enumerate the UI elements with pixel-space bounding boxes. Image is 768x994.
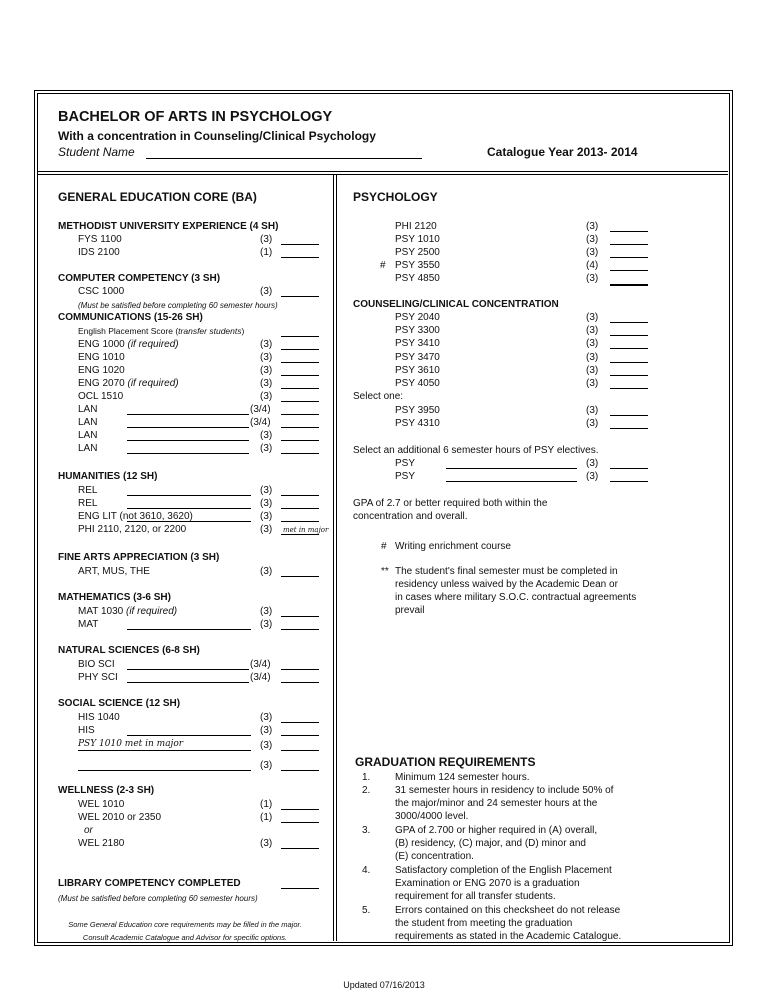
course-blank[interactable] <box>127 414 249 415</box>
final-note-line: The student's final semester must be completed in <box>395 566 618 577</box>
social-title: SOCIAL SCIENCE (12 SH) <box>58 698 181 709</box>
grade-blank[interactable] <box>281 669 319 670</box>
final-mark: ** <box>381 566 389 577</box>
course-blank[interactable] <box>78 750 251 751</box>
placement-label: English Placement Score (transfer students) <box>78 326 245 336</box>
grade-blank[interactable] <box>281 257 319 258</box>
course-blank[interactable] <box>127 682 249 683</box>
grade-blank[interactable] <box>281 427 319 428</box>
library-note: (Must be satisfied before completing 60 semester hours) <box>58 894 258 903</box>
final-note-line: prevail <box>395 605 425 616</box>
course-name: WEL 1010 <box>78 799 125 810</box>
grad-item-line: requirements as stated in the Academic Catalogue. <box>395 931 622 942</box>
grade-blank[interactable] <box>610 481 648 482</box>
course-name: OCL 1510 <box>78 391 124 402</box>
communications-title: COMMUNICATIONS (15-26 SH) <box>58 312 203 323</box>
course-name: PSY 3470 <box>395 352 440 363</box>
course-hours: (3) <box>586 458 599 469</box>
course-hours: (3/4) <box>250 659 271 670</box>
course-name: CSC 1000 <box>78 286 125 297</box>
grade-blank[interactable] <box>610 244 648 245</box>
course-hours: (3) <box>260 606 273 617</box>
course-name: PSY 3410 <box>395 338 440 349</box>
course-name: ART, MUS, THE <box>78 566 150 577</box>
gen-ed-footnote-2: Consult Academic Catalogue and Advisor for specific options. <box>82 933 288 942</box>
course-name: IDS 2100 <box>78 247 120 258</box>
grade-blank[interactable] <box>281 414 319 415</box>
grade-blank[interactable] <box>281 495 319 496</box>
writing-mark: # <box>380 260 386 271</box>
grade-blank[interactable] <box>281 336 319 337</box>
course-blank[interactable] <box>127 508 251 509</box>
course-hours: (3) <box>260 524 273 535</box>
updated-date: Updated 07/16/2013 <box>343 980 425 990</box>
header-divider <box>37 171 728 172</box>
wellness-title: WELLNESS (2-3 SH) <box>58 785 155 796</box>
course-hours: (3) <box>260 443 273 454</box>
gen-ed-heading: GENERAL EDUCATION CORE (BA) <box>58 190 257 204</box>
page-subtitle: With a concentration in Counseling/Clinical Psychology <box>58 129 376 143</box>
grad-item-num: 5. <box>362 905 371 916</box>
course-name: PSY 3550 <box>395 260 440 271</box>
grad-item-line: the major/minor and 24 semester hours at the <box>395 798 598 809</box>
course-name: PHY SCI <box>78 672 118 683</box>
grade-blank[interactable] <box>281 629 319 630</box>
course-hours: (1) <box>260 247 273 258</box>
student-name-label: Student Name <box>58 145 135 159</box>
psychology-heading: PSYCHOLOGY <box>353 190 438 204</box>
handwritten-note: PSY 1010 met in major <box>78 739 184 749</box>
course-hours: (3/4) <box>250 672 271 683</box>
or-label: or <box>84 825 93 836</box>
catalogue-year: Catalogue Year 2013- 2014 <box>487 145 638 159</box>
course-name: MAT <box>78 619 99 630</box>
grade-blank[interactable] <box>281 888 319 889</box>
course-blank[interactable] <box>127 440 249 441</box>
course-name: PSY 4850 <box>395 273 440 284</box>
grade-blank[interactable] <box>281 296 319 297</box>
student-name-field[interactable] <box>146 158 422 159</box>
column-divider-2 <box>336 174 337 941</box>
course-hours: (3) <box>260 430 273 441</box>
grade-blank[interactable] <box>610 415 648 416</box>
grad-item-num: 2. <box>362 785 371 796</box>
course-blank[interactable] <box>127 427 249 428</box>
course-name: HIS 1040 <box>78 712 120 723</box>
gen-ed-footnote-1: Some General Education core requirements may be filled in the major. <box>68 920 302 929</box>
course-name: PSY 2040 <box>395 312 440 323</box>
grad-item-line: 3000/4000 level. <box>395 811 469 822</box>
handwritten-note: met in major <box>283 526 329 534</box>
course-hours: (3) <box>260 740 273 751</box>
course-hours: (3) <box>260 760 273 771</box>
electives-label: Select an additional 6 semester hours of PSY electives. <box>353 445 599 456</box>
course-hours: (3) <box>260 566 273 577</box>
grade-blank[interactable] <box>281 388 319 389</box>
grad-item-line: Minimum 124 semester hours. <box>395 772 530 783</box>
course-blank[interactable] <box>127 495 251 496</box>
writing-note: Writing enrichment course <box>395 541 511 552</box>
grade-blank[interactable] <box>610 270 648 271</box>
humanities-title: HUMANITIES (12 SH) <box>58 471 158 482</box>
grade-blank[interactable] <box>281 722 319 723</box>
course-name: FYS 1100 <box>78 234 122 245</box>
course-name: PSY 1010 <box>395 234 440 245</box>
grade-blank[interactable] <box>281 576 319 577</box>
course-hours: (3) <box>260 365 273 376</box>
concentration-title: COUNSELING/CLINICAL CONCENTRATION <box>353 299 559 310</box>
natural-title: NATURAL SCIENCES (6-8 SH) <box>58 645 200 656</box>
course-name: LAN <box>78 430 98 441</box>
header-divider-2 <box>37 174 728 175</box>
course-name: MAT 1030 (if required) <box>78 606 178 617</box>
grade-blank[interactable] <box>281 682 319 683</box>
course-hours: (3) <box>586 365 599 376</box>
grad-item-line: Examination or ENG 2070 is a graduation <box>395 878 580 889</box>
course-name: PHI 2110, 2120, or 2200 <box>78 524 187 535</box>
course-name: LAN <box>78 404 98 415</box>
course-hours: (3) <box>586 234 599 245</box>
grade-blank[interactable] <box>610 257 648 258</box>
grad-item-line: 31 semester hours in residency to include 50% of <box>395 785 614 796</box>
grade-blank[interactable] <box>610 362 648 363</box>
course-hours: (3) <box>586 471 599 482</box>
grade-blank[interactable] <box>610 348 648 349</box>
course-hours: (1) <box>260 799 273 810</box>
course-name: PSY 4310 <box>395 418 440 429</box>
course-hours: (3) <box>260 838 273 849</box>
grad-item-line: Satisfactory completion of the English Placement <box>395 865 612 876</box>
grad-item-line: (B) residency, (C) major, and (D) minor and <box>395 838 586 849</box>
course-blank[interactable] <box>127 735 251 736</box>
final-note-line: in cases where military S.O.C. contractual agreements <box>395 592 637 603</box>
course-name: PSY 3610 <box>395 365 440 376</box>
course-hours: (3) <box>586 378 599 389</box>
course-name: WEL 2010 or 2350 <box>78 812 162 823</box>
grade-blank[interactable] <box>281 770 319 771</box>
course-hours: (3) <box>260 619 273 630</box>
grad-item-num: 4. <box>362 865 371 876</box>
course-hours: (3/4) <box>250 417 271 428</box>
course-hours: (3) <box>260 712 273 723</box>
grad-item-num: 3. <box>362 825 371 836</box>
computer-note: (Must be satisfied before completing 60 semester hours) <box>78 301 278 310</box>
course-name: ENG 1010 <box>78 352 125 363</box>
course-hours: (3) <box>586 352 599 363</box>
grade-blank[interactable] <box>610 284 648 286</box>
grade-blank[interactable] <box>281 440 319 441</box>
page-title: BACHELOR OF ARTS IN PSYCHOLOGY <box>58 109 333 125</box>
grade-blank[interactable] <box>610 335 648 336</box>
grade-blank[interactable] <box>610 375 648 376</box>
grade-blank[interactable] <box>281 362 319 363</box>
course-hours: (3) <box>260 391 273 402</box>
grade-blank[interactable] <box>281 401 319 402</box>
grad-item-line: requirement for all transfer students. <box>395 891 556 902</box>
course-blank[interactable] <box>127 453 249 454</box>
writing-mark: # <box>381 541 387 552</box>
course-blank[interactable] <box>446 468 577 469</box>
course-hours: (3/4) <box>250 404 271 415</box>
grade-blank[interactable] <box>610 388 648 389</box>
grade-blank[interactable] <box>281 244 319 245</box>
math-title: MATHEMATICS (3-6 SH) <box>58 592 171 603</box>
grade-blank[interactable] <box>610 428 648 429</box>
course-hours: (3) <box>260 725 273 736</box>
course-name: BIO SCI <box>78 659 115 670</box>
grade-blank[interactable] <box>281 521 319 522</box>
course-hours: (3) <box>260 234 273 245</box>
course-hours: (3) <box>586 247 599 258</box>
library-title: LIBRARY COMPETENCY COMPLETED <box>58 878 241 889</box>
course-name: PSY <box>395 458 416 469</box>
computer-title: COMPUTER COMPETENCY (3 SH) <box>58 273 221 284</box>
course-blank[interactable] <box>127 629 251 630</box>
grade-blank[interactable] <box>281 822 319 823</box>
course-blank[interactable] <box>446 481 577 482</box>
course-hours: (3) <box>586 338 599 349</box>
grad-item-line: the student from meeting the graduation <box>395 918 573 929</box>
course-name: HIS <box>78 725 95 736</box>
course-name: REL <box>78 498 98 509</box>
course-name: PSY <box>395 471 416 482</box>
course-hours: (3) <box>586 221 599 232</box>
grad-item-line: GPA of 2.700 or higher required in (A) overall, <box>395 825 598 836</box>
course-hours: (3) <box>260 511 273 522</box>
gpa-note: GPA of 2.7 or better required both within the <box>353 498 548 509</box>
course-hours: (3) <box>586 273 599 284</box>
course-hours: (3) <box>260 498 273 509</box>
select-one-label: Select one: <box>353 391 404 402</box>
course-name: REL <box>78 485 98 496</box>
course-name: ENG 2070 (if required) <box>78 378 179 389</box>
course-hours: (3) <box>260 286 273 297</box>
course-hours: (1) <box>260 812 273 823</box>
course-name: ENG LIT (not 3610, 3620) <box>78 511 193 522</box>
course-hours: (3) <box>260 339 273 350</box>
grade-blank[interactable] <box>281 809 319 810</box>
grade-blank[interactable] <box>610 322 648 323</box>
course-name: PSY 3300 <box>395 325 440 336</box>
course-name: WEL 2180 <box>78 838 125 849</box>
grade-blank[interactable] <box>281 848 319 849</box>
course-hours: (3) <box>586 418 599 429</box>
grade-blank[interactable] <box>610 468 648 469</box>
course-hours: (3) <box>260 378 273 389</box>
fine-arts-title: FINE ARTS APPRECIATION (3 SH) <box>58 552 220 563</box>
course-hours: (3) <box>586 312 599 323</box>
course-hours: (3) <box>260 485 273 496</box>
course-name: ENG 1000 (if required) <box>78 339 179 350</box>
course-hours: (3) <box>586 405 599 416</box>
course-blank[interactable] <box>127 521 251 522</box>
gpa-note: concentration and overall. <box>353 511 468 522</box>
grade-blank[interactable] <box>610 231 648 232</box>
grade-blank[interactable] <box>281 750 319 751</box>
grade-blank[interactable] <box>281 735 319 736</box>
course-hours: (3) <box>586 325 599 336</box>
grade-blank[interactable] <box>281 375 319 376</box>
course-name: PHI 2120 <box>395 221 437 232</box>
grad-item-line: Errors contained on this checksheet do not release <box>395 905 621 916</box>
course-name: PSY 3950 <box>395 405 440 416</box>
grade-blank[interactable] <box>281 616 319 617</box>
course-blank[interactable] <box>78 770 251 771</box>
final-note-line: residency unless waived by the Academic Dean or <box>395 579 618 590</box>
course-name: LAN <box>78 443 98 454</box>
course-blank[interactable] <box>127 669 249 670</box>
course-name: PSY 2500 <box>395 247 440 258</box>
grad-item-line: (E) concentration. <box>395 851 474 862</box>
course-name: PSY 4050 <box>395 378 440 389</box>
grad-item-num: 1. <box>362 772 371 783</box>
course-name: LAN <box>78 417 98 428</box>
grade-blank[interactable] <box>281 349 319 350</box>
column-divider <box>333 174 334 941</box>
course-hours: (3) <box>260 352 273 363</box>
course-hours: (4) <box>586 260 599 271</box>
graduation-heading: GRADUATION REQUIREMENTS <box>355 755 536 769</box>
course-name: ENG 1020 <box>78 365 125 376</box>
grade-blank[interactable] <box>281 453 319 454</box>
methodist-title: METHODIST UNIVERSITY EXPERIENCE (4 SH) <box>58 221 279 232</box>
grade-blank[interactable] <box>281 508 319 509</box>
